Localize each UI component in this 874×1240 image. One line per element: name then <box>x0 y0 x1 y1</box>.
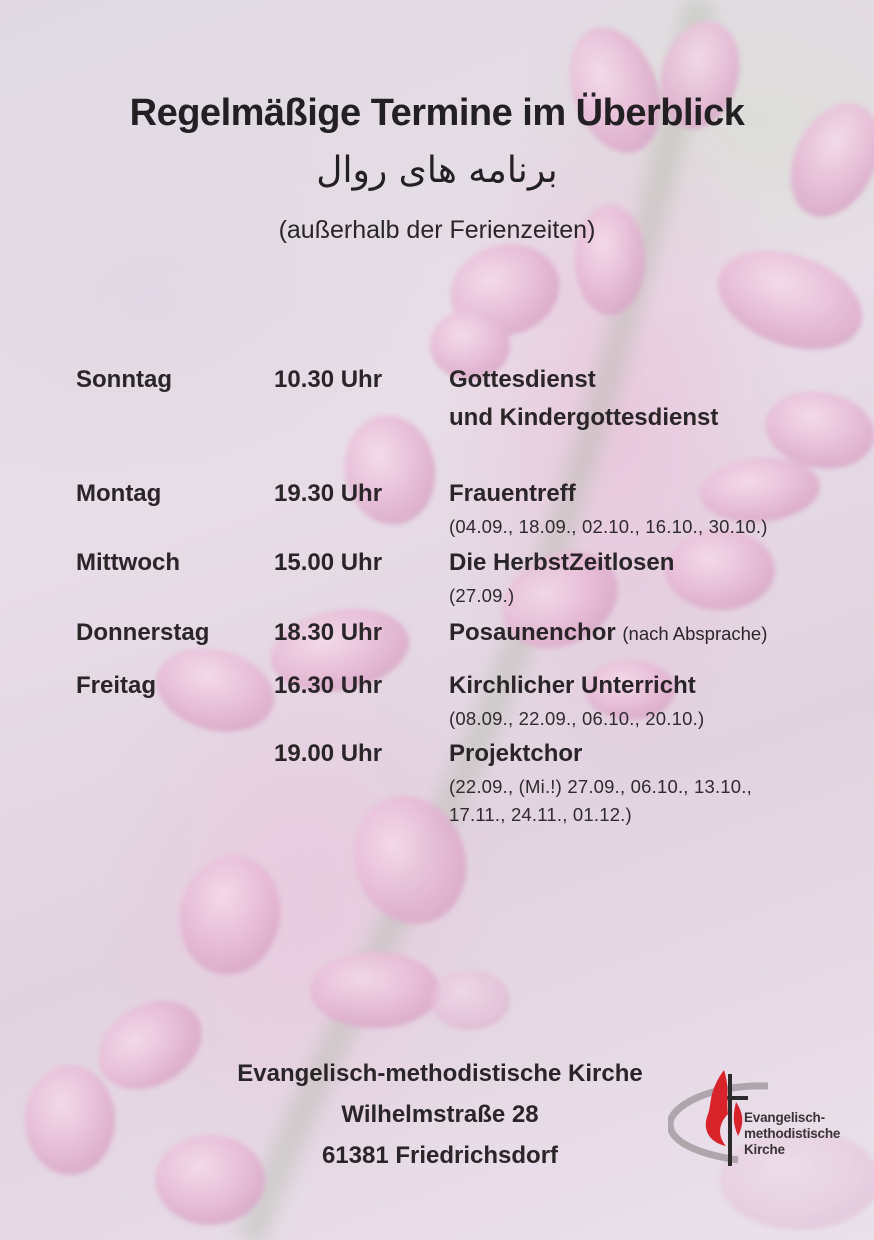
schedule-event-line2: und Kindergottesdienst <box>449 404 719 431</box>
schedule-time: 19.00 Uhr <box>274 740 383 767</box>
schedule-day: Mittwoch <box>76 549 180 576</box>
footer-city: 61381 Friedrichsdorf <box>321 1142 559 1169</box>
schedule-dates: (04.09., 18.09., 02.10., 16.10., 30.10.) <box>449 516 768 537</box>
arabic-subtitle: برنامه های روال <box>316 150 558 191</box>
schedule-time: 18.30 Uhr <box>274 619 383 646</box>
schedule-inline-note: (nach Absprache) <box>622 623 768 644</box>
schedule-event <box>449 619 767 647</box>
schedule-day: Sonntag <box>76 366 172 393</box>
schedule-time: 16.30 Uhr <box>274 672 383 699</box>
schedule-day: Donnerstag <box>76 619 210 646</box>
schedule-event: Frauentreff <box>449 480 576 507</box>
logo-text-line3: Kirche <box>744 1142 785 1157</box>
schedule-dates: (22.09., (Mi.!) 27.09., 06.10., 13.10., <box>449 776 752 797</box>
schedule-dates: (27.09.) <box>449 585 515 606</box>
schedule-event: Die HerbstZeitlosen <box>449 549 675 576</box>
schedule-day: Freitag <box>76 672 157 699</box>
schedule-dates: (08.09., 22.09., 06.10., 20.10.) <box>449 708 705 729</box>
schedule-time: 10.30 Uhr <box>274 366 383 393</box>
logo-text-line2: methodistische <box>744 1126 841 1141</box>
schedule-dates-line2: 17.11., 24.11., 01.12.) <box>449 804 632 825</box>
footer-church-name: Evangelisch-methodistische Kirche <box>237 1060 643 1087</box>
schedule-event: Gottesdienst <box>449 366 596 393</box>
page-title: Regelmäßige Termine im Überblick <box>129 92 745 134</box>
schedule-event-name: Posaunenchor <box>449 619 616 646</box>
footer-street: Wilhelmstraße 28 <box>341 1101 539 1128</box>
schedule-event: Projektchor <box>449 740 583 767</box>
page-subtitle: (außerhalb der Ferienzeiten) <box>278 216 596 244</box>
schedule-day: Montag <box>76 480 162 507</box>
schedule-time: 15.00 Uhr <box>274 549 383 576</box>
logo-text-line1: Evangelisch- <box>744 1110 825 1125</box>
schedule-time: 19.30 Uhr <box>274 480 383 507</box>
schedule-event: Kirchlicher Unterricht <box>449 672 696 699</box>
